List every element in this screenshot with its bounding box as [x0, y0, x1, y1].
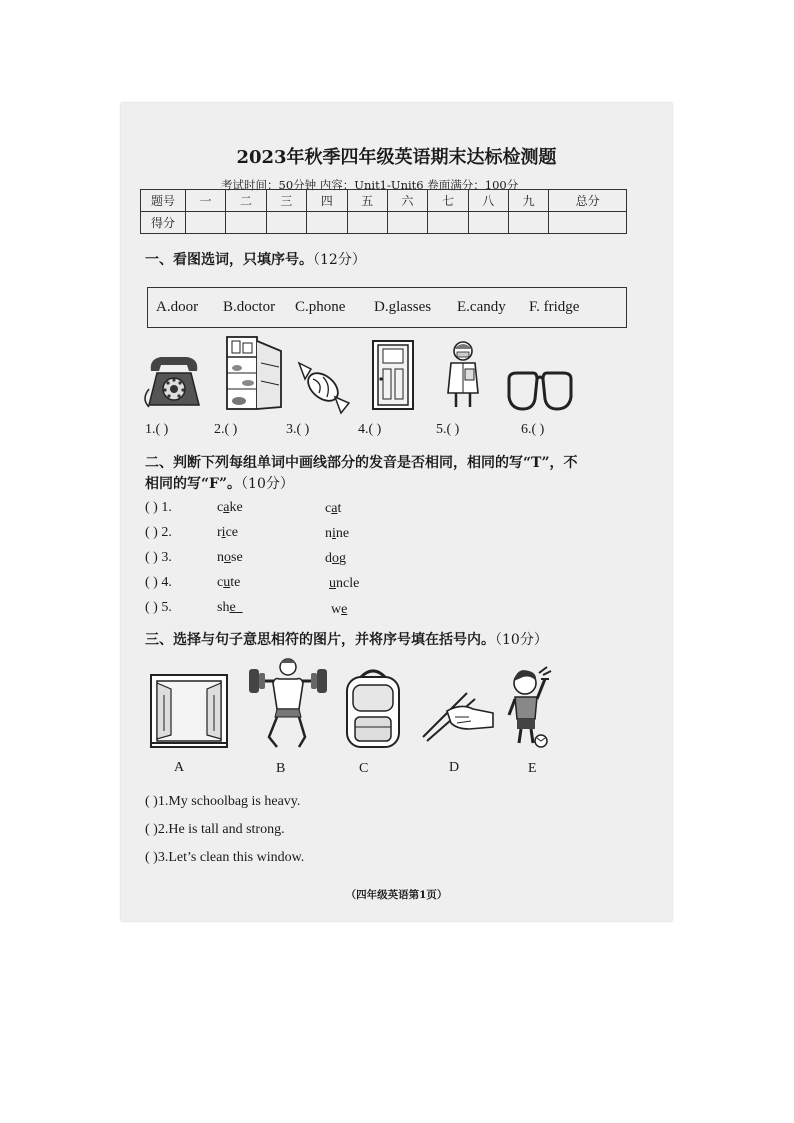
answer-paren[interactable]: ( ) 4. [145, 575, 172, 590]
word-part: ncle [336, 576, 360, 591]
word-part: sh [217, 600, 230, 615]
answer-paren[interactable]: ( ) [145, 822, 158, 837]
exam-info: 考试时间：50分钟 内容：Unit1-Unit6 卷面满分：100分 [221, 178, 519, 192]
answer-paren[interactable]: ( ) 3. [145, 550, 172, 565]
word-5a [217, 600, 243, 616]
section3-heading-text: 三、选择与句子意思相符的图片，并将序号填在括号内。 [145, 632, 495, 648]
underlined-letters: e [229, 600, 236, 615]
underlined-letters: u [223, 575, 231, 590]
word-part: ce [225, 525, 238, 540]
glasses-picture [505, 369, 575, 417]
section3-points: （10分） [495, 632, 548, 648]
section1-heading [145, 249, 366, 269]
word-part: d [325, 551, 332, 566]
underlined-letters: i [221, 525, 226, 540]
picture-letter-c: C [359, 761, 369, 776]
score-blank [387, 212, 427, 234]
score-cell: 七 [428, 190, 468, 212]
word-part: c [325, 501, 332, 516]
underlined-letters: a [223, 500, 230, 515]
option-candy: E.candy [457, 299, 506, 315]
word-part: ke [229, 500, 243, 515]
doctor-picture [443, 339, 483, 411]
score-blank [226, 212, 266, 234]
answer-paren[interactable]: ( ) 2. [145, 525, 172, 540]
score-blank [509, 212, 549, 234]
score-cell: 八 [468, 190, 508, 212]
option-glasses: D.glasses [374, 299, 432, 315]
picture-letter-d: D [449, 760, 460, 775]
score-table [140, 189, 627, 234]
score-cell: 五 [347, 190, 387, 212]
word-part: te [230, 575, 241, 590]
sentence-1 [145, 794, 300, 810]
sentence-2 [145, 822, 285, 838]
score-cell: 九 [509, 190, 549, 212]
word-part: w [331, 602, 342, 617]
boy-with-ball-picture [503, 665, 559, 749]
word-2a [217, 525, 238, 541]
word-part: g [339, 551, 346, 566]
score-cell: 三 [266, 190, 306, 212]
chopsticks-picture [421, 687, 497, 743]
word-4b [329, 576, 359, 592]
score-blank [549, 212, 627, 234]
picture-letter-e: E [528, 761, 537, 776]
word-3b [325, 551, 346, 567]
word-options-box [147, 287, 627, 328]
word-part: r [217, 525, 222, 540]
score-cell: 得分 [141, 212, 186, 234]
underlined-letters: o [332, 551, 339, 566]
picture-letter-a: A [174, 760, 185, 775]
pronunciation-item-3 [145, 550, 172, 566]
answer-paren[interactable]: ( ) [145, 794, 158, 809]
telephone-picture [143, 349, 205, 409]
score-blank [266, 212, 306, 234]
blank-6[interactable]: 6.( ) [521, 422, 545, 437]
score-blank [186, 212, 226, 234]
word-2b [325, 526, 349, 542]
word-1a [217, 500, 243, 516]
candy-picture [297, 359, 351, 415]
option-fridge: F. fridge [529, 299, 580, 315]
score-blank [468, 212, 508, 234]
section1-points: （12分） [313, 252, 366, 268]
page-footer: （四年级英语第1页） [345, 889, 448, 901]
word-part: n [325, 526, 332, 541]
score-cell: 总分 [549, 190, 627, 212]
blank-2[interactable]: 2.( ) [214, 422, 238, 437]
score-cell: 题号 [141, 190, 186, 212]
pronunciation-item-2 [145, 525, 172, 541]
section2-points: （10分） [241, 476, 294, 492]
schoolbag-picture [341, 665, 405, 749]
sentence-text: 2.He is tall and strong. [157, 822, 285, 837]
window-picture [149, 673, 229, 749]
option-phone: C.phone [295, 299, 346, 315]
score-blank [428, 212, 468, 234]
answer-paren[interactable]: ( ) 5. [145, 600, 172, 615]
option-doctor: B.doctor [223, 299, 276, 315]
underlined-letters: o [224, 550, 231, 565]
section2-heading-line2 [145, 473, 294, 493]
section1-heading-text: 一、看图选词，只填序号。 [145, 252, 313, 268]
word-part: se [231, 550, 243, 565]
score-table-header-row [141, 190, 627, 212]
blank-3[interactable]: 3.( ) [286, 422, 310, 437]
word-part: t [337, 501, 342, 516]
exam-page [121, 103, 672, 921]
sentence-text: 1.My schoolbag is heavy. [157, 794, 301, 809]
strong-man-picture [247, 651, 329, 751]
word-part: c [217, 575, 224, 590]
word-1b [325, 501, 341, 517]
trailing-underline [236, 600, 243, 615]
blank-1[interactable]: 1.( ) [145, 422, 169, 437]
score-cell: 一 [186, 190, 226, 212]
section2-heading-line1: 二、判断下列每组单词中画线部分的发音是否相同，相同的写“T”，不 [145, 455, 578, 471]
pronunciation-item-5 [145, 600, 172, 616]
fridge-picture [225, 335, 285, 411]
underlined-letters: e [341, 602, 348, 617]
picture-letter-b: B [276, 761, 286, 776]
section2-heading-text: 相同的写“F”。 [145, 476, 242, 492]
blank-4[interactable]: 4.( ) [358, 422, 382, 437]
word-4a [217, 575, 240, 591]
score-cell: 六 [387, 190, 427, 212]
score-blank [347, 212, 387, 234]
score-cell: 四 [307, 190, 347, 212]
section3-heading [145, 629, 548, 649]
sentence-3 [145, 850, 304, 866]
underlined-letters: a [331, 501, 338, 516]
exam-title: 2023年秋季四年级英语期末达标检测题 [236, 147, 557, 168]
blank-5[interactable]: 5.( ) [436, 422, 460, 437]
answer-paren[interactable]: ( ) 1. [145, 500, 172, 515]
underlined-letters: u [329, 576, 336, 591]
word-part: n [217, 550, 224, 565]
option-door: A.door [156, 299, 199, 315]
word-3a [217, 550, 243, 566]
door-picture [371, 339, 415, 411]
score-cell: 二 [226, 190, 266, 212]
underlined-letters: i [332, 526, 336, 541]
answer-paren[interactable]: ( ) [145, 850, 158, 865]
pronunciation-item-1 [145, 500, 172, 516]
word-part: ne [335, 526, 350, 541]
score-blank [307, 212, 347, 234]
sentence-text: 3.Let’s clean this window. [157, 850, 305, 865]
score-table-score-row [141, 212, 627, 234]
word-5b [331, 602, 347, 618]
word-part: c [217, 500, 224, 515]
pronunciation-item-4 [145, 575, 172, 591]
